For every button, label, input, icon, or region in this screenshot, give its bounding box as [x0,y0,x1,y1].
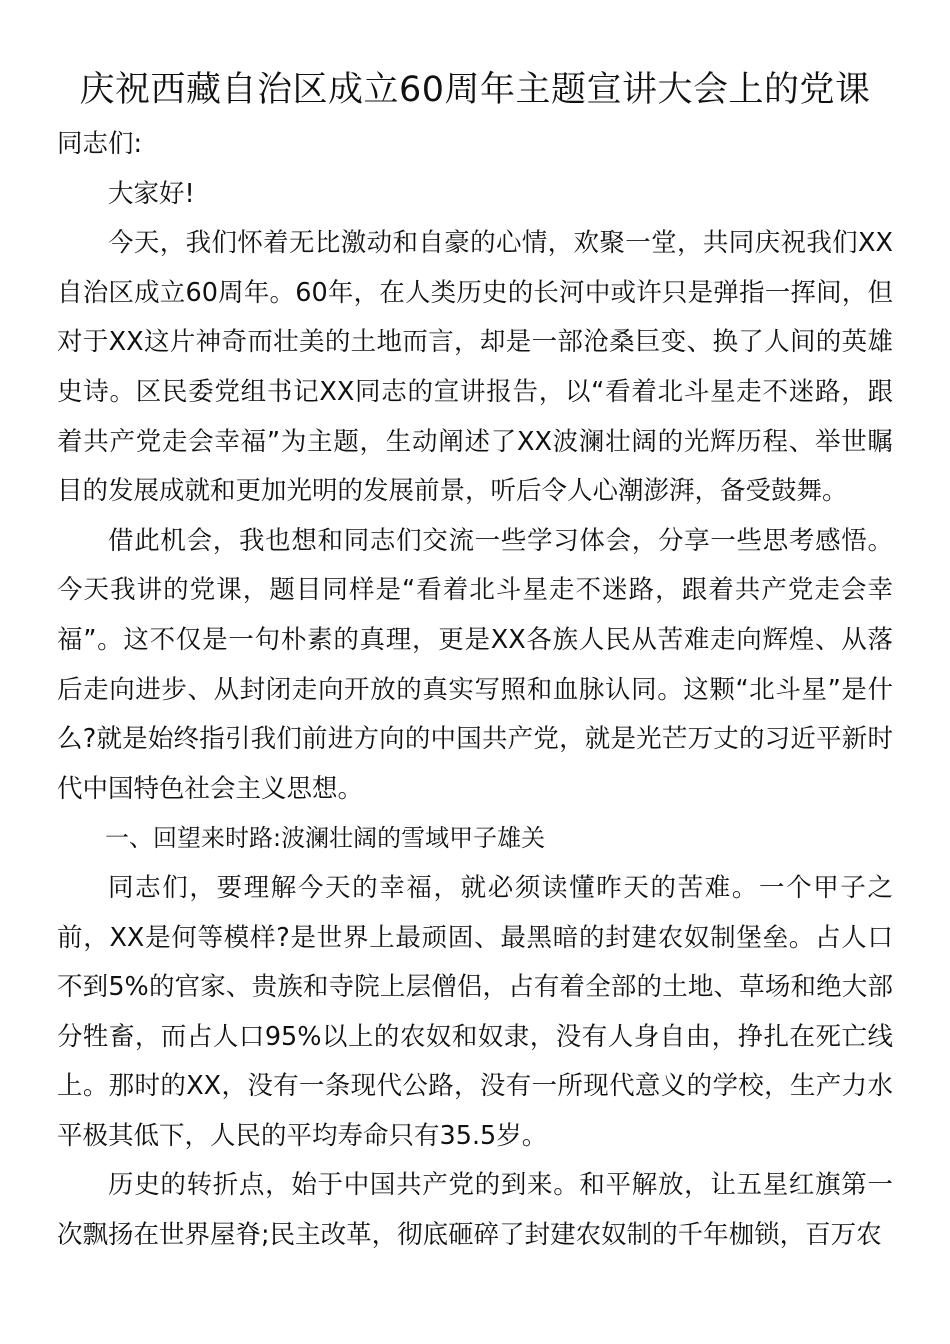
paragraph-intro: 今天，我们怀着无比激动和自豪的心情，欢聚一堂，共同庆祝我们XX自治区成立60周年。60年，在人类历史的长河中或许只是弹指一挥间，但对于XX这片神奇而壮美的土地而言，却是一部沧桑巨变、换了人间的英雄史诗。区民委党组书记XX同志的宣讲报告，以“看着北斗星走不迷路，跟着共产党走会幸福”为主题，生动阐述了XX波澜壮阔的光辉历程、举世瞩目的发展成就和更加光明的发展前景，听后令人心潮澎湃，备受鼓舞。 [57,228,893,507]
document-page [57,66,893,1261]
document-body [57,120,893,1261]
paragraph-history: 同志们，要理解今天的幸福，就必须读懂昨天的苦难。一个甲子之前，XX是何等模样?是世界上最顽固、最黑暗的封建农奴制堡垒。占人口不到5%的官家、贵族和寺院上层僧侣，占有着全部的土地、草场和绝大部分牲畜，而占人口95%以上的农奴和奴隶，没有人身自由，挣扎在死亡线上。那时的XX，没有一条现代公路，没有一所现代意义的学校，生产力水平极其低下，人民的平均寿命只有35.5岁。 [57,872,893,1151]
section-heading: 一、回望来时路:波澜壮阔的雪域甲子雄关 [105,824,546,853]
document-title: 庆祝西藏自治区成立60周年主题宣讲大会上的党课 [79,70,871,110]
paragraph-turning-point: 历史的转折点，始于中国共产党的到来。和平解放，让五星红旗第一次飘扬在世界屋脊;民主改革，彻底砸碎了封建农奴制的千年枷锁，百万农 [57,1170,893,1251]
paragraph-topic: 借此机会，我也想和同志们交流一些学习体会，分享一些思考感悟。今天我讲的党课，题目同样是“看着北斗星走不迷路，跟着共产党走会幸福”。这不仅是一句朴素的真理，更是XX各族人民从苦难走向辉煌、从落后走向进步、从封闭走向开放的真实写照和血脉认同。这颗“北斗星”是什么?就是始终指引我们前进方向的中国共产党，就是光芒万丈的习近平新时代中国特色社会主义思想。 [57,525,893,804]
salutation: 同志们: [57,129,143,159]
paragraph-greeting: 大家好! [108,178,195,209]
